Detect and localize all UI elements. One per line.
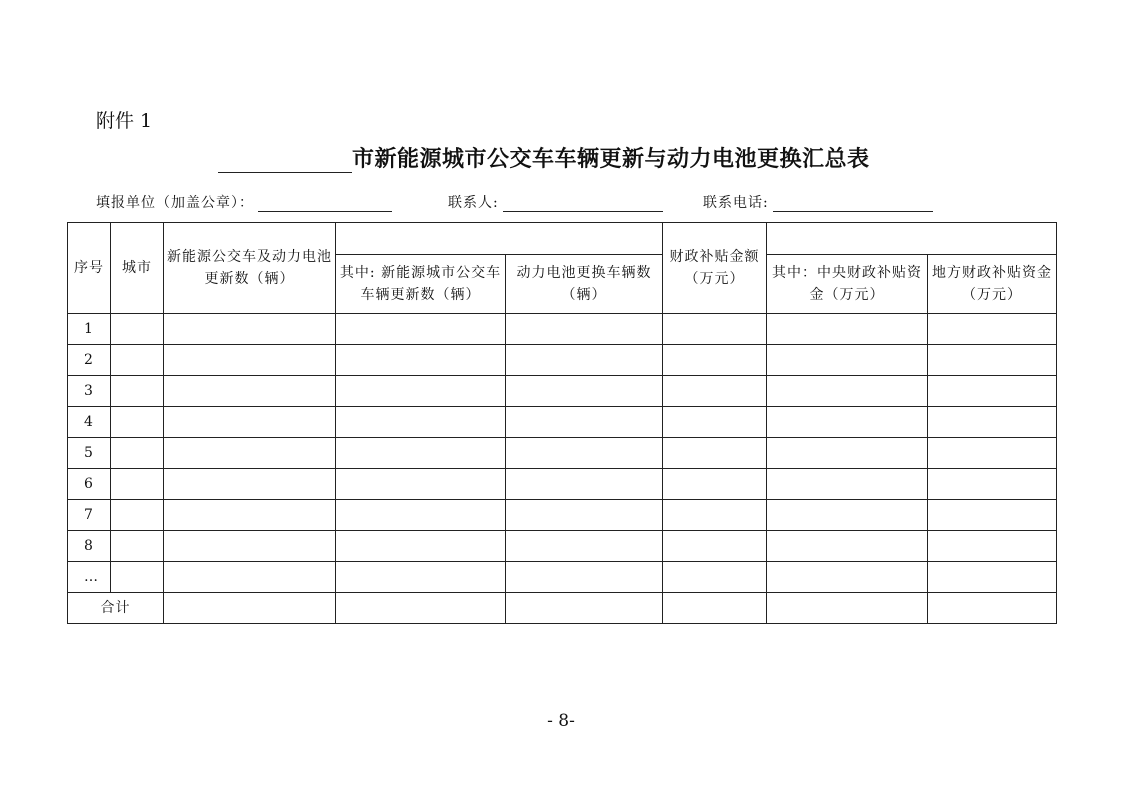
header-sub-vehicle-update: 其中: 新能源城市公交车车辆更新数（辆） xyxy=(336,255,506,314)
header-spacer-left xyxy=(336,223,663,255)
row-seq: 3 xyxy=(68,376,111,407)
table-cell[interactable] xyxy=(767,314,928,345)
table-cell[interactable] xyxy=(336,314,506,345)
header-city: 城市 xyxy=(111,223,164,314)
unit-blank xyxy=(258,194,392,212)
table-cell[interactable] xyxy=(506,500,663,531)
header-subsidy-total: 财政补贴金额（万元） xyxy=(663,223,767,314)
table-cell[interactable] xyxy=(164,562,336,593)
table-cell[interactable] xyxy=(928,500,1057,531)
row-seq: 7 xyxy=(68,500,111,531)
city-name-blank xyxy=(218,146,352,173)
total-label: 合计 xyxy=(68,593,164,624)
table-cell[interactable] xyxy=(336,345,506,376)
table-cell[interactable] xyxy=(928,345,1057,376)
table-row xyxy=(68,345,1057,376)
table-cell[interactable] xyxy=(164,593,336,624)
total-row xyxy=(68,593,1057,624)
table-cell[interactable] xyxy=(506,345,663,376)
table-cell[interactable] xyxy=(336,376,506,407)
header-row-1 xyxy=(68,223,1057,255)
table-row xyxy=(68,500,1057,531)
table-cell[interactable] xyxy=(928,562,1057,593)
unit-field xyxy=(96,192,392,212)
table-cell[interactable] xyxy=(111,407,164,438)
table-row xyxy=(68,438,1057,469)
table-cell[interactable] xyxy=(506,562,663,593)
table-cell[interactable] xyxy=(767,500,928,531)
table-cell[interactable] xyxy=(336,531,506,562)
table-cell[interactable] xyxy=(928,314,1057,345)
table-cell[interactable] xyxy=(111,562,164,593)
table-row xyxy=(68,314,1057,345)
table-cell[interactable] xyxy=(663,345,767,376)
table-cell[interactable] xyxy=(767,469,928,500)
table-cell[interactable] xyxy=(164,469,336,500)
table-cell[interactable] xyxy=(663,593,767,624)
phone-blank xyxy=(773,194,933,212)
table-cell[interactable] xyxy=(928,593,1057,624)
table-cell[interactable] xyxy=(164,531,336,562)
table-row xyxy=(68,469,1057,500)
row-seq: … xyxy=(68,562,111,593)
table-cell[interactable] xyxy=(663,531,767,562)
page-title: 市新能源城市公交车车辆更新与动力电池更换汇总表 xyxy=(352,146,870,172)
phone-field xyxy=(703,192,933,212)
row-seq: 4 xyxy=(68,407,111,438)
phone-label: 联系电话: xyxy=(703,195,769,211)
table-row xyxy=(68,376,1057,407)
table-cell[interactable] xyxy=(336,562,506,593)
contact-blank xyxy=(503,194,663,212)
table-cell[interactable] xyxy=(111,438,164,469)
header-total-vehicles: 新能源公交车及动力电池更新数（辆） xyxy=(164,223,336,314)
table-cell[interactable] xyxy=(336,593,506,624)
table-cell[interactable] xyxy=(767,345,928,376)
table-cell[interactable] xyxy=(928,376,1057,407)
table-cell[interactable] xyxy=(164,345,336,376)
table-cell[interactable] xyxy=(663,376,767,407)
table-cell[interactable] xyxy=(111,531,164,562)
table-cell[interactable] xyxy=(928,531,1057,562)
table-cell[interactable] xyxy=(663,314,767,345)
table-cell[interactable] xyxy=(111,314,164,345)
table-cell[interactable] xyxy=(767,593,928,624)
table-cell[interactable] xyxy=(111,345,164,376)
row-seq: 1 xyxy=(68,314,111,345)
table-cell[interactable] xyxy=(767,438,928,469)
attachment-label: 附件 1 xyxy=(96,110,153,132)
header-sub-battery-replace: 动力电池更换车辆数（辆） xyxy=(506,255,663,314)
table-cell[interactable] xyxy=(663,469,767,500)
header-spacer-right xyxy=(767,223,1057,255)
data-rows xyxy=(68,314,1057,593)
table-cell[interactable] xyxy=(506,407,663,438)
table-row xyxy=(68,531,1057,562)
table-cell[interactable] xyxy=(164,500,336,531)
table-cell[interactable] xyxy=(111,376,164,407)
table-cell[interactable] xyxy=(506,376,663,407)
contact-field xyxy=(448,192,663,212)
table-row xyxy=(68,407,1057,438)
table-cell[interactable] xyxy=(164,314,336,345)
table-cell[interactable] xyxy=(767,376,928,407)
table-cell[interactable] xyxy=(336,469,506,500)
table-cell[interactable] xyxy=(111,469,164,500)
header-sub-central: 其中：中央财政补贴资金（万元） xyxy=(767,255,928,314)
table-cell[interactable] xyxy=(336,500,506,531)
row-seq: 5 xyxy=(68,438,111,469)
table-cell[interactable] xyxy=(164,407,336,438)
table-cell[interactable] xyxy=(506,438,663,469)
header-sub-local: 地方财政补贴资金（万元） xyxy=(928,255,1057,314)
table-cell[interactable] xyxy=(336,407,506,438)
table-cell[interactable] xyxy=(928,438,1057,469)
table-cell[interactable] xyxy=(767,531,928,562)
table-cell[interactable] xyxy=(506,593,663,624)
table-cell[interactable] xyxy=(506,469,663,500)
table-cell[interactable] xyxy=(663,407,767,438)
table-row xyxy=(68,562,1057,593)
table-cell[interactable] xyxy=(111,500,164,531)
table-cell[interactable] xyxy=(663,438,767,469)
table-cell[interactable] xyxy=(164,376,336,407)
table-cell[interactable] xyxy=(336,438,506,469)
table-cell[interactable] xyxy=(164,438,336,469)
title-block xyxy=(218,141,870,173)
header-seq: 序号 xyxy=(68,223,111,314)
table-cell[interactable] xyxy=(767,407,928,438)
row-seq: 8 xyxy=(68,531,111,562)
table-cell[interactable] xyxy=(506,314,663,345)
summary-table xyxy=(67,222,1057,624)
page-number: - 8- xyxy=(547,711,575,731)
table-cell[interactable] xyxy=(767,562,928,593)
table-cell[interactable] xyxy=(928,407,1057,438)
table-cell[interactable] xyxy=(928,469,1057,500)
row-seq: 6 xyxy=(68,469,111,500)
table-cell[interactable] xyxy=(506,531,663,562)
row-seq: 2 xyxy=(68,345,111,376)
unit-label: 填报单位（加盖公章）： xyxy=(96,195,254,211)
table-cell[interactable] xyxy=(663,562,767,593)
contact-label: 联系人: xyxy=(448,195,499,211)
table-cell[interactable] xyxy=(663,500,767,531)
